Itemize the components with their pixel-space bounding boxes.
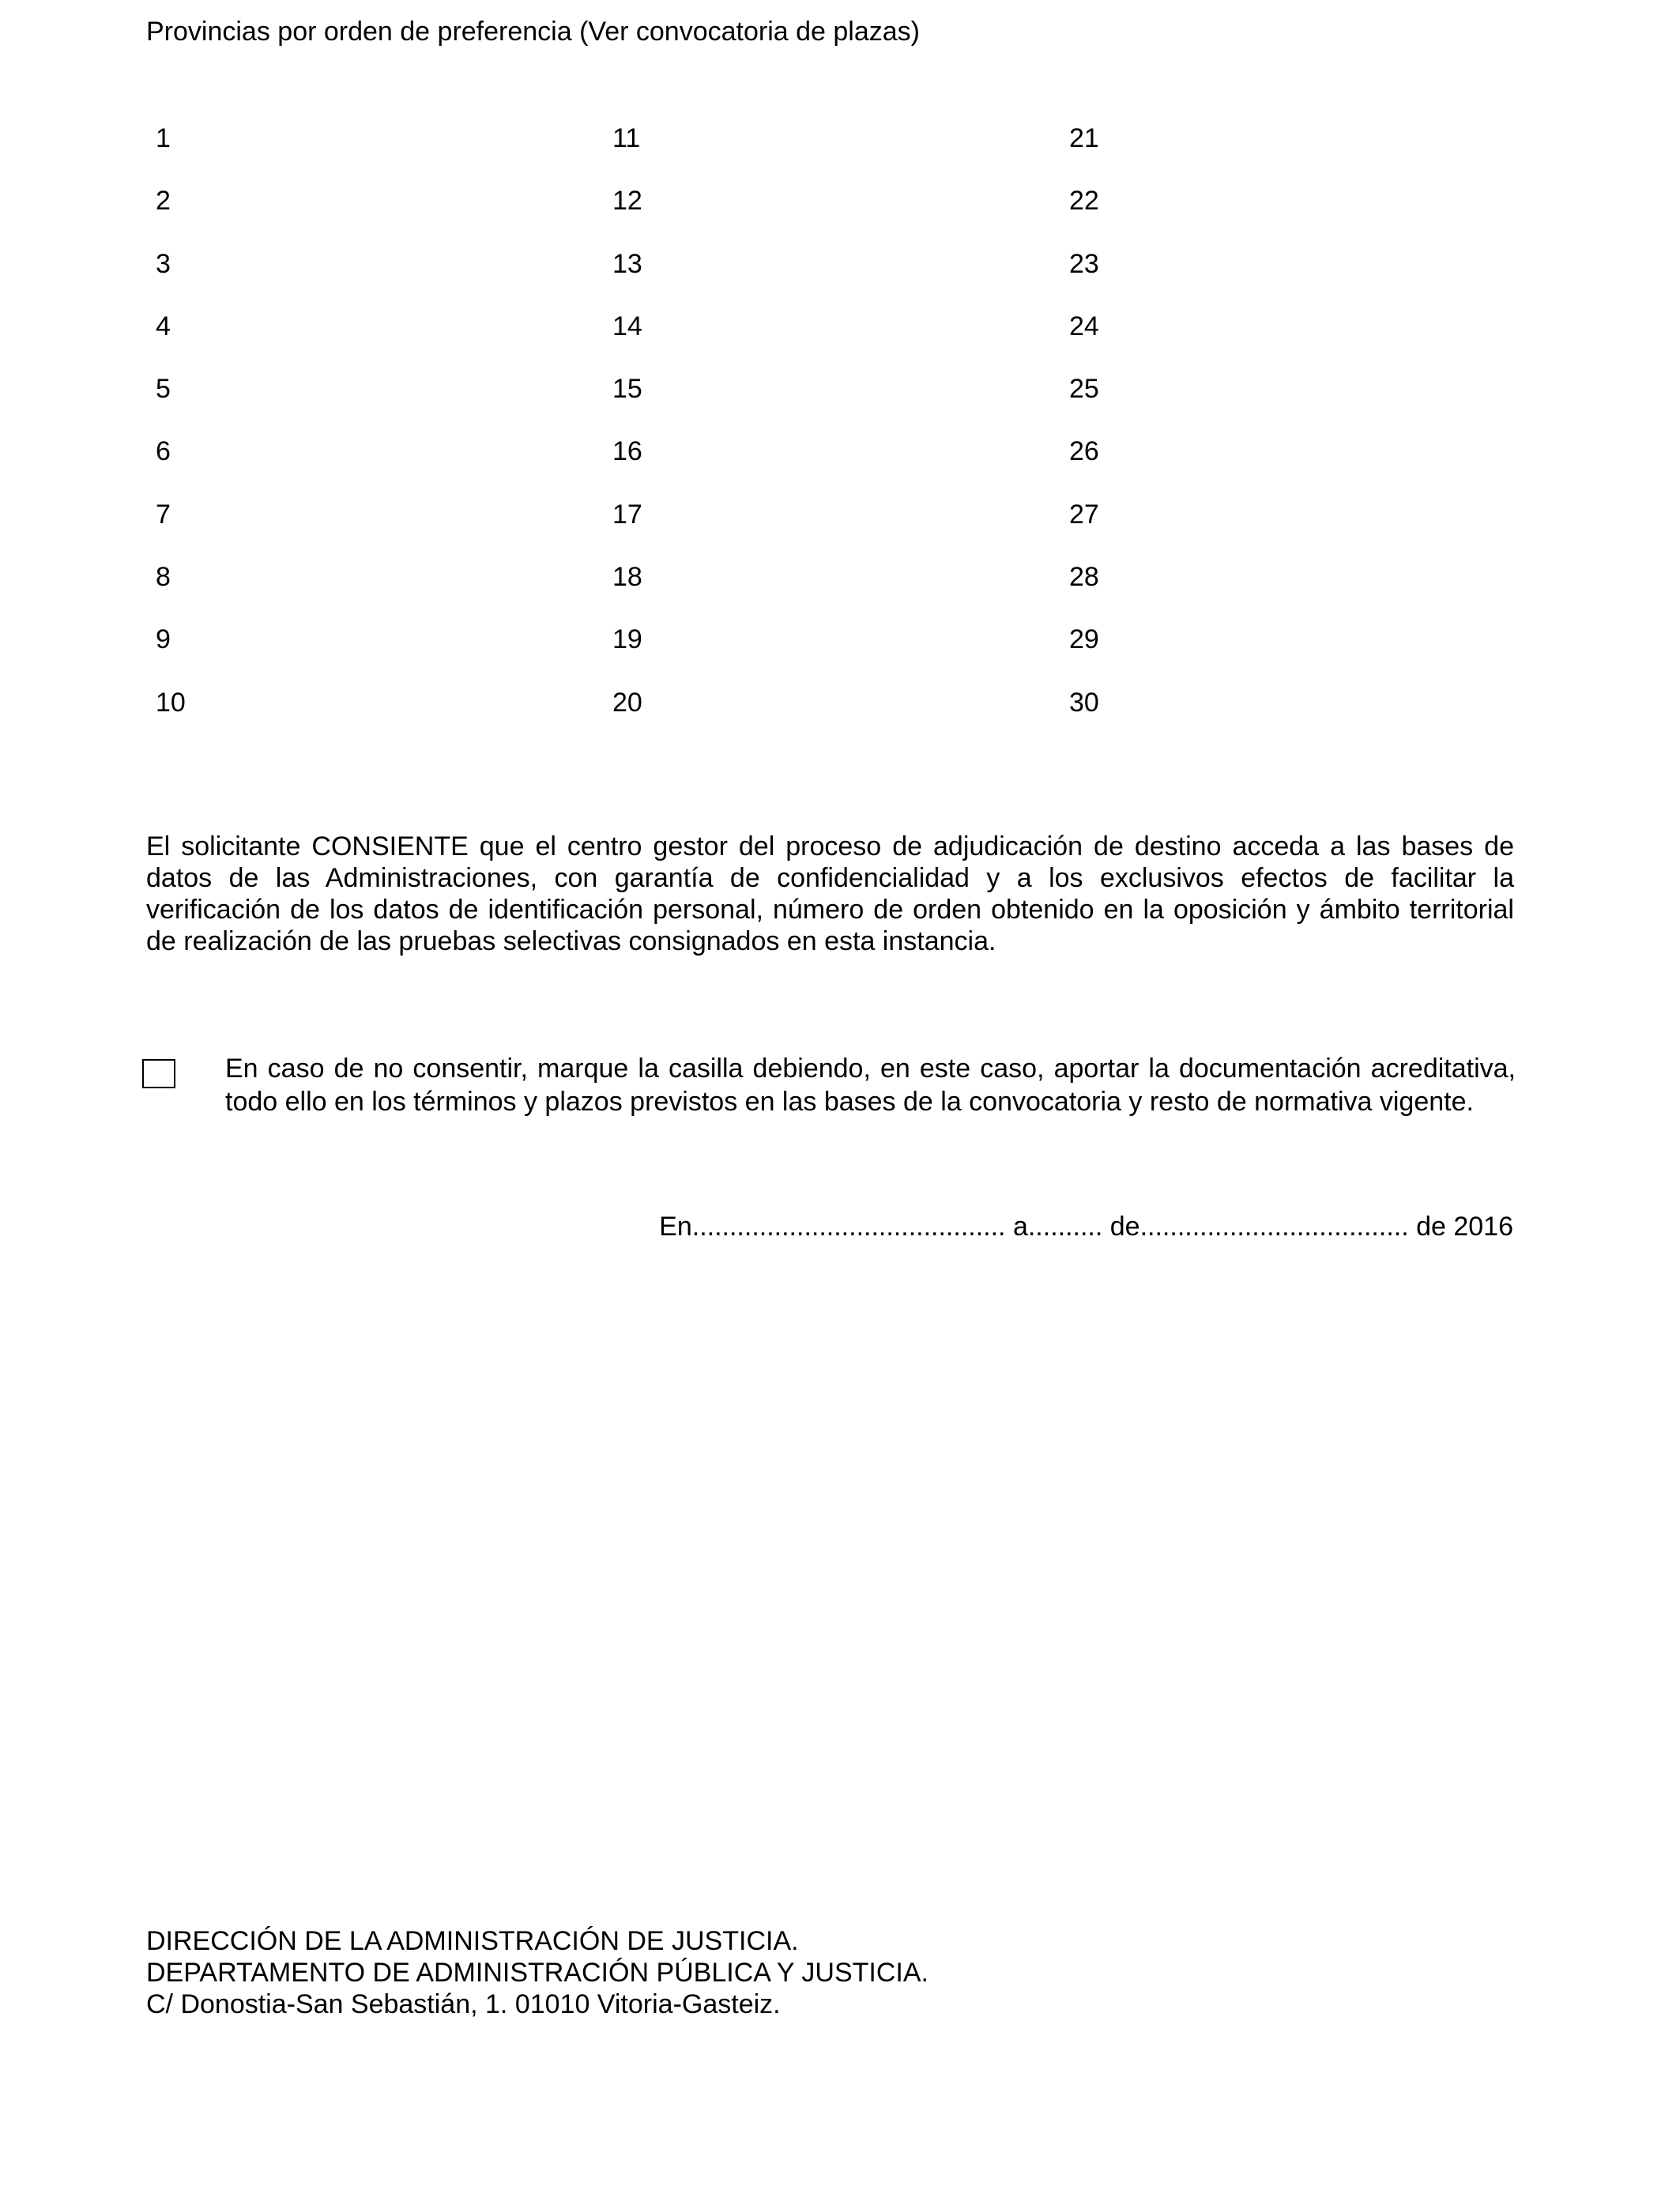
preference-number: 8 xyxy=(156,562,171,593)
preference-number: 12 xyxy=(612,186,642,217)
preference-number: 2 xyxy=(156,186,171,217)
preference-number: 10 xyxy=(156,687,186,718)
footer-line-department: DEPARTAMENTO DE ADMINISTRACIÓN PÚBLICA Y JUSTICIA. xyxy=(146,1958,929,1988)
preference-number: 18 xyxy=(612,562,642,593)
opt-out-text: En caso de no consentir, marque la casilla debiendo, en este caso, aportar la documentación acreditativa, todo ello en los términos y plazos previstos en las bases de la convocatoria y resto de normativa vigente. xyxy=(225,1054,1516,1117)
place-date-line: En.......................................... a.......... de.................................... de 2016 xyxy=(659,1212,1513,1242)
preference-number: 9 xyxy=(156,624,171,655)
address-footer xyxy=(146,1925,929,2020)
preference-number: 25 xyxy=(1069,374,1099,405)
opt-out-checkbox[interactable] xyxy=(142,1059,175,1088)
preference-number: 27 xyxy=(1069,499,1099,530)
province-preference-grid xyxy=(156,119,1262,751)
preference-number: 14 xyxy=(612,311,642,341)
preference-number: 3 xyxy=(156,248,171,279)
preference-column-1 xyxy=(156,119,186,745)
preference-number: 29 xyxy=(1069,624,1099,655)
preference-column-3 xyxy=(1069,119,1099,745)
consent-paragraph: El solicitante CONSIENTE que el centro gestor del proceso de adjudicación de destino acceda a las bases de datos de las Administraciones, con garantía de confidencialidad y a los exclusivos efectos de facilitar la verificación de los datos de identificación personal, número de orden obtenido en la oposición y ámbito territorial de realización de las pruebas selectivas consignados en esta instancia. xyxy=(146,831,1514,956)
preference-number: 17 xyxy=(612,499,642,530)
preference-number: 16 xyxy=(612,436,642,467)
footer-line-directorate: DIRECCIÓN DE LA ADMINISTRACIÓN DE JUSTICIA. xyxy=(146,1926,799,1956)
preference-number: 22 xyxy=(1069,186,1099,217)
preference-number: 23 xyxy=(1069,248,1099,279)
preference-number: 30 xyxy=(1069,687,1099,718)
preference-number: 19 xyxy=(612,624,642,655)
preference-number: 15 xyxy=(612,374,642,405)
preference-number: 26 xyxy=(1069,436,1099,467)
preference-number: 21 xyxy=(1069,123,1099,153)
preference-number: 1 xyxy=(156,123,171,153)
section-heading: Provincias por orden de preferencia (Ver convocatoria de plazas) xyxy=(146,17,920,47)
preference-number: 6 xyxy=(156,436,171,467)
preference-number: 13 xyxy=(612,248,642,279)
preference-number: 24 xyxy=(1069,311,1099,341)
preference-number: 4 xyxy=(156,311,171,341)
footer-line-address: C/ Donostia-San Sebastián, 1. 01010 Vitoria-Gasteiz. xyxy=(146,1989,781,2019)
preference-number: 20 xyxy=(612,687,642,718)
preference-number: 28 xyxy=(1069,562,1099,593)
preference-number: 11 xyxy=(612,123,641,153)
preference-number: 7 xyxy=(156,499,171,530)
preference-column-2 xyxy=(612,119,642,745)
preference-number: 5 xyxy=(156,374,171,405)
